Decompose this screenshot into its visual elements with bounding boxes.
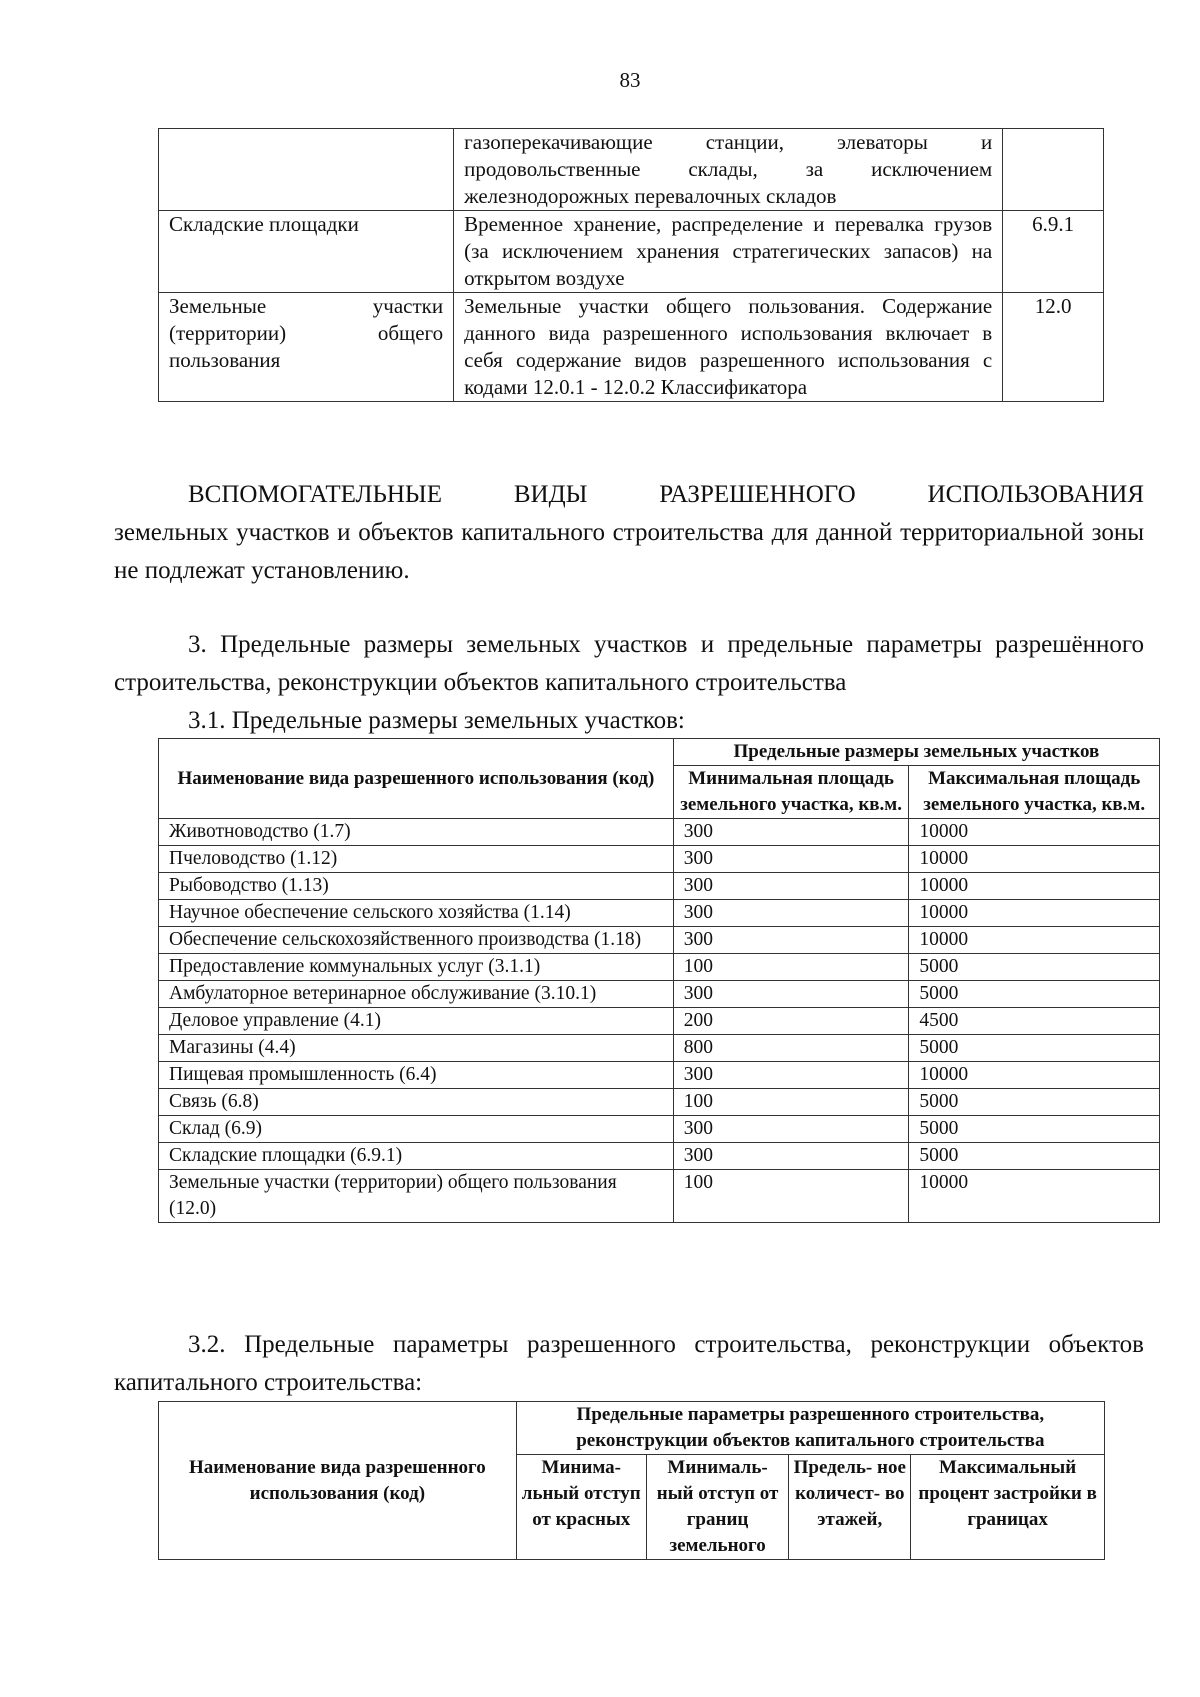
table-row <box>159 1008 1160 1035</box>
min-area-cell: 100 <box>673 1089 909 1116</box>
use-name-cell: Деловое управление (4.1) <box>159 1008 674 1035</box>
table-row <box>159 211 1104 293</box>
table-row <box>159 1035 1160 1062</box>
section-3-title: 3. Предельные размеры земельных участков и предельные параметры разрешённого строительства, реконструкции объектов капитального строительства <box>114 631 1144 696</box>
max-area-cell: 10000 <box>909 927 1160 954</box>
min-area-cell: 300 <box>673 981 909 1008</box>
column-header-max-area: Максимальная площадь земельного участка, кв.м. <box>909 766 1160 819</box>
page-number: 83 <box>619 68 641 92</box>
max-area-cell: 10000 <box>909 1170 1160 1223</box>
max-area-cell: 10000 <box>909 873 1160 900</box>
use-name-cell: Связь (6.8) <box>159 1089 674 1116</box>
use-name-cell: Земельные участки (территории) общего пользования <box>159 293 454 402</box>
column-header-use-name: Наименование вида разрешенного использования (код) <box>159 739 674 819</box>
table-row <box>159 1089 1160 1116</box>
table-row <box>159 293 1104 402</box>
section-3-2-title: 3.2. Предельные параметры разрешенного строительства, реконструкции объектов капитального строительства: <box>114 1331 1144 1396</box>
table-row <box>159 873 1160 900</box>
column-header-use-name: Наименование вида разрешенного использования (код) <box>159 1402 517 1560</box>
column-header-max-coverage: Максимальный процент застройки в границах <box>911 1455 1105 1560</box>
table-row <box>159 1062 1160 1089</box>
column-header-red-line-setback: Минима- льный отступ от красных <box>516 1455 646 1560</box>
use-code-cell <box>1003 129 1104 211</box>
column-header-plot-boundary-setback: Минималь- ный отступ от границ земельного <box>646 1455 788 1560</box>
max-area-cell: 5000 <box>909 1089 1160 1116</box>
max-area-cell: 5000 <box>909 1143 1160 1170</box>
max-area-cell: 4500 <box>909 1008 1160 1035</box>
table-row <box>159 900 1160 927</box>
max-area-cell: 10000 <box>909 819 1160 846</box>
max-area-cell: 10000 <box>909 1062 1160 1089</box>
column-header-min-area: Минимальная площадь земельного участка, кв.м. <box>673 766 909 819</box>
min-area-cell: 300 <box>673 846 909 873</box>
column-header-max-floors: Предель- ное количест- во этажей, <box>789 1455 911 1560</box>
table-row <box>159 819 1160 846</box>
table-row <box>159 981 1160 1008</box>
max-area-cell: 5000 <box>909 981 1160 1008</box>
table-row <box>159 1170 1160 1223</box>
table-row <box>159 927 1160 954</box>
use-name-cell: Земельные участки (территории) общего пользования (12.0) <box>159 1170 674 1223</box>
auxiliary-uses-heading: ВСПОМОГАТЕЛЬНЫЕ ВИДЫ РАЗРЕШЕННОГО ИСПОЛЬЗОВАНИЯ <box>188 481 1144 508</box>
min-area-cell: 300 <box>673 873 909 900</box>
use-name-cell: Научное обеспечение сельского хозяйства (1.14) <box>159 900 674 927</box>
table-row <box>159 1116 1160 1143</box>
construction-parameters-table <box>158 1401 1105 1560</box>
table-row <box>159 1143 1160 1170</box>
table-row <box>159 846 1160 873</box>
use-name-cell: Пчеловодство (1.12) <box>159 846 674 873</box>
use-name-cell: Амбулаторное ветеринарное обслуживание (3.10.1) <box>159 981 674 1008</box>
use-description-cell: Земельные участки общего пользования. Содержание данного вида разрешенного использования включает в себя содержание видов разрешенного использования с кодами 12.0.1 - 12.0.2 Классификатора <box>454 293 1003 402</box>
table-row <box>159 129 1104 211</box>
max-area-cell: 10000 <box>909 900 1160 927</box>
use-code-cell: 12.0 <box>1003 293 1104 402</box>
use-name-cell: Склад (6.9) <box>159 1116 674 1143</box>
permitted-use-table-continued <box>158 128 1104 402</box>
use-name-cell: Складские площадки <box>159 211 454 293</box>
min-area-cell: 300 <box>673 927 909 954</box>
use-name-cell: Магазины (4.4) <box>159 1035 674 1062</box>
max-area-cell: 5000 <box>909 1035 1160 1062</box>
max-area-cell: 5000 <box>909 954 1160 981</box>
min-area-cell: 300 <box>673 1062 909 1089</box>
min-area-cell: 300 <box>673 900 909 927</box>
column-header-construction-params: Предельные параметры разрешенного строительства, реконструкции объектов капитального строительства <box>516 1402 1104 1455</box>
use-name-cell: Животноводство (1.7) <box>159 819 674 846</box>
use-name-cell <box>159 129 454 211</box>
max-area-cell: 5000 <box>909 1116 1160 1143</box>
use-name-cell: Рыбоводство (1.13) <box>159 873 674 900</box>
min-area-cell: 300 <box>673 1116 909 1143</box>
use-name-cell: Складские площадки (6.9.1) <box>159 1143 674 1170</box>
use-name-cell: Пищевая промышленность (6.4) <box>159 1062 674 1089</box>
use-description-cell: газоперекачивающие станции, элеваторы и продовольственные склады, за исключением железнодорожных перевалочных складов <box>454 129 1003 211</box>
use-code-cell: 6.9.1 <box>1003 211 1104 293</box>
min-area-cell: 300 <box>673 819 909 846</box>
use-name-cell: Обеспечение сельскохозяйственного производства (1.18) <box>159 927 674 954</box>
min-area-cell: 100 <box>673 1170 909 1223</box>
min-area-cell: 800 <box>673 1035 909 1062</box>
plot-size-limits-table <box>158 738 1160 1223</box>
use-description-cell: Временное хранение, распределение и перевалка грузов (за исключением хранения стратегических запасов) на открытом воздухе <box>454 211 1003 293</box>
max-area-cell: 10000 <box>909 846 1160 873</box>
auxiliary-uses-text: земельных участков и объектов капитального строительства для данной территориальной зоны не подлежат установлению. <box>114 519 1144 584</box>
min-area-cell: 100 <box>673 954 909 981</box>
min-area-cell: 300 <box>673 1143 909 1170</box>
min-area-cell: 200 <box>673 1008 909 1035</box>
section-3-1-title: 3.1. Предельные размеры земельных участков: <box>188 707 685 734</box>
use-name-cell: Предоставление коммунальных услуг (3.1.1) <box>159 954 674 981</box>
table-row <box>159 954 1160 981</box>
column-header-plot-sizes: Предельные размеры земельных участков <box>673 739 1159 766</box>
